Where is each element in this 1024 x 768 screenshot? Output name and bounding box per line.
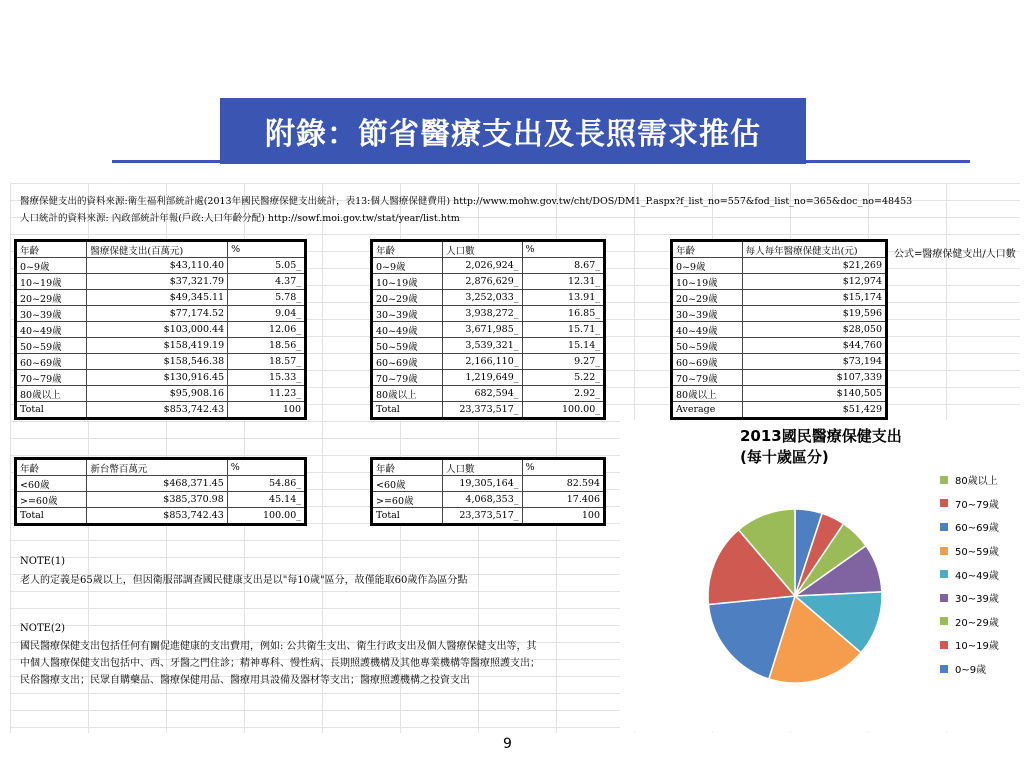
table-cell: 70~79歲: [372, 370, 443, 386]
table-cell: $73,194: [742, 354, 886, 370]
header-cell: 年齡: [372, 241, 443, 258]
table-cell: 19,305,164_: [443, 476, 523, 492]
legend-label: 80歲以上: [955, 476, 998, 488]
table-cell: $77,174.52: [87, 306, 228, 322]
table-cell: Total: [372, 508, 443, 525]
table-cell: 16.85_: [522, 306, 604, 322]
table-cell: 4.37_: [228, 274, 306, 290]
table-row: [672, 290, 887, 306]
table-cell: 3,539,321_: [443, 338, 522, 354]
table-cell: 60~69歲: [672, 354, 743, 370]
table-row: [672, 386, 887, 402]
table-row: [372, 322, 605, 338]
table-cell: $107,339: [742, 370, 886, 386]
table-cell: 20~29歲: [16, 290, 87, 306]
table-cell: 40~49歲: [16, 322, 87, 338]
pie-svg: [620, 420, 920, 732]
table-cell: $140,505: [742, 386, 886, 402]
legend-swatch: [940, 547, 948, 555]
table-cell: $853,742.43: [87, 402, 228, 419]
table-row: [672, 322, 887, 338]
table-cell: 20~29歲: [372, 290, 443, 306]
table-row: [16, 338, 306, 354]
table-row: [16, 290, 306, 306]
table-cell: 80歲以上: [372, 386, 443, 402]
source-line-health: 醫療保健支出的資料來源:衛生福利部統計處(2013年國民醫療保健支出統計，表13:個人醫療保健費用) http://www.mohw.gov.tw/cht/DOS/DM1_P.aspx?f_list_no=557&fod_list_no=365&doc_no=48453: [20, 196, 913, 207]
table-cell: 5.22_: [522, 370, 604, 386]
table-cell: 5.05_: [228, 258, 306, 274]
legend-swatch: [940, 641, 948, 649]
table-row: [672, 258, 887, 274]
table-cell: 80歲以上: [16, 386, 87, 402]
table-cell: 10~19歲: [16, 274, 87, 290]
table-cell: 4,068,353_: [443, 492, 523, 508]
table-cell: 30~39歲: [672, 306, 743, 322]
table-cell: $21,269: [742, 258, 886, 274]
table-row: [16, 354, 306, 370]
table-row: [672, 370, 887, 386]
table-cell: 9.04_: [228, 306, 306, 322]
table-cell: 3,938,272_: [443, 306, 522, 322]
table-row: [672, 402, 887, 419]
table-cell: Total: [16, 402, 87, 419]
table-row: [372, 274, 605, 290]
pie-chart: [620, 420, 1022, 732]
table-cell: 2,166,110_: [443, 354, 522, 370]
legend-label: 50~59歲: [955, 547, 999, 559]
legend-label: 10~19歲: [955, 641, 999, 653]
table-row: [372, 258, 605, 274]
table-row: [372, 290, 605, 306]
legend-item: [940, 610, 999, 634]
expenditure-60-split-table: [14, 457, 307, 526]
legend-label: 20~29歲: [955, 617, 999, 629]
table-cell: $103,000.44: [87, 322, 228, 338]
legend-item: [940, 586, 999, 610]
table-row: [372, 370, 605, 386]
header-cell: 每人每年醫療保健支出(元): [742, 241, 886, 258]
legend-swatch: [940, 665, 948, 673]
header-cell: %: [522, 459, 604, 476]
legend-label: 40~49歲: [955, 570, 999, 582]
header-row: [16, 459, 306, 476]
table-cell: $95,908.16: [87, 386, 228, 402]
chart-legend: [940, 468, 999, 680]
table-cell: 60~69歲: [16, 354, 87, 370]
table-row: [372, 476, 605, 492]
table-row: [372, 386, 605, 402]
table-cell: 40~49歲: [672, 322, 743, 338]
header-cell: %: [522, 241, 604, 258]
table-cell: 50~59歲: [16, 338, 87, 354]
source-line-population: 人口統計的資料來源: 內政部統計年報(戶政:人口年齡分配) http://sowf.moi.gov.tw/stat/year/list.htm: [20, 213, 460, 224]
table-cell: Total: [372, 402, 443, 419]
note2-heading: NOTE(2): [20, 623, 66, 634]
table-cell: 2,026,924_: [443, 258, 522, 274]
table-cell: 10~19歲: [672, 274, 743, 290]
table-cell: $15,174: [742, 290, 886, 306]
table-cell: 10~19歲: [372, 274, 443, 290]
table-cell: 70~79歲: [672, 370, 743, 386]
table-row: [16, 306, 306, 322]
table-row: [372, 338, 605, 354]
table-cell: 3,252,033_: [443, 290, 522, 306]
table-row: [16, 274, 306, 290]
table-cell: 18.56_: [228, 338, 306, 354]
table-cell: Total: [16, 508, 87, 525]
table-cell: $158,546.38: [87, 354, 228, 370]
table-cell: 2,876,629_: [443, 274, 522, 290]
table-cell: 1,219,649_: [443, 370, 522, 386]
legend-item: [940, 633, 999, 657]
table-cell: >=60歲: [16, 492, 87, 508]
table-cell: 54.86_: [227, 476, 305, 492]
legend-item: [940, 539, 999, 563]
table-cell: 682,594_: [443, 386, 522, 402]
table-row: [16, 258, 306, 274]
table-cell: 5.78_: [228, 290, 306, 306]
header-row: [672, 241, 887, 258]
table-cell: 13.91_: [522, 290, 604, 306]
population-table: [370, 239, 606, 420]
legend-label: 70~79歲: [955, 499, 999, 511]
legend-item: [940, 562, 999, 586]
table-cell: 15.14_: [522, 338, 604, 354]
table-cell: 11.23_: [228, 386, 306, 402]
legend-item: [940, 657, 999, 681]
table-row: [672, 274, 887, 290]
table-cell: 82.594: [522, 476, 604, 492]
table-cell: 23,373,517_: [443, 402, 522, 419]
table-cell: 45.14_: [227, 492, 305, 508]
header-row: [372, 459, 605, 476]
legend-label: 30~39歲: [955, 594, 999, 606]
table-cell: $130,916.45: [87, 370, 228, 386]
per-capita-table: [670, 239, 888, 420]
header-cell: 年齡: [16, 241, 87, 258]
legend-swatch: [940, 617, 948, 625]
table-cell: $12,974: [742, 274, 886, 290]
table-row: [372, 402, 605, 419]
table-cell: 15.71_: [522, 322, 604, 338]
header-cell: 年齡: [672, 241, 743, 258]
legend-swatch: [940, 523, 948, 531]
note2-text: 國民醫療保健支出包括任何有關促進健康的支出費用，例如: 公共衛生支出、衛生行政支出及個人醫療保健支出等，其中個人醫療保健支出包括中、西、牙醫之門住診；精神專科、慢性病、長期照護機構及其他專業機構等醫療照護支出；民俗醫療支出；民眾自購藥品、醫療保健用品、醫療用具設備及器材等支出；醫療照護機構之投資支出: [20, 641, 540, 686]
header-row: [372, 241, 605, 258]
table-row: [372, 508, 605, 525]
header-cell: 年齡: [16, 459, 87, 476]
table-cell: 20~29歲: [672, 290, 743, 306]
table-row: [372, 306, 605, 322]
table-row: [672, 354, 887, 370]
table-row: [16, 492, 306, 508]
table-row: [16, 322, 306, 338]
formula-label: 公式=醫療保健支出/人口數: [894, 249, 1016, 260]
table-cell: >=60歲: [372, 492, 443, 508]
table-cell: $37,321.79: [87, 274, 228, 290]
legend-item: [940, 515, 999, 539]
table-cell: 15.33_: [228, 370, 306, 386]
table-row: [16, 508, 306, 525]
table-cell: $51,429: [742, 402, 886, 419]
table-cell: 9.27_: [522, 354, 604, 370]
header-cell: 新台幣百萬元: [87, 459, 227, 476]
table-cell: 23,373,517_: [443, 508, 523, 525]
legend-swatch: [940, 594, 948, 602]
table-row: [16, 370, 306, 386]
table-row: [672, 306, 887, 322]
table-row: [672, 338, 887, 354]
table-cell: $19,596: [742, 306, 886, 322]
table-cell: 30~39歲: [372, 306, 443, 322]
table-cell: <60歲: [16, 476, 87, 492]
table-cell: $385,370.98: [87, 492, 227, 508]
table-cell: 100.00_: [522, 402, 604, 419]
legend-swatch: [940, 499, 948, 507]
table-cell: 30~39歲: [16, 306, 87, 322]
note1-heading: NOTE(1): [20, 556, 66, 567]
table-cell: 0~9歲: [672, 258, 743, 274]
health-expenditure-table: [14, 239, 307, 420]
legend-label: 60~69歲: [955, 523, 999, 535]
table-row: [16, 402, 306, 419]
table-cell: 2.92_: [522, 386, 604, 402]
note1-text: 老人的定義是65歲以上，但因衛服部調查國民健康支出是以"每10歲"區分，故僅能取60歲作為區分點: [20, 575, 468, 586]
table-cell: Average: [672, 402, 743, 419]
table-cell: 50~59歲: [672, 338, 743, 354]
legend-swatch: [940, 570, 948, 578]
table-cell: 50~59歲: [372, 338, 443, 354]
header-cell: %: [227, 459, 305, 476]
chart-title: 2013國民醫療保健支出: [740, 427, 902, 445]
table-cell: 70~79歲: [16, 370, 87, 386]
table-cell: 0~9歲: [372, 258, 443, 274]
table-cell: 12.31_: [522, 274, 604, 290]
slide-title: 附錄：節省醫療支出及長照需求推估: [220, 98, 806, 164]
table-cell: 17.406: [522, 492, 604, 508]
legend-label: 0~9歲: [955, 665, 987, 677]
table-row: [372, 492, 605, 508]
header-cell: %: [228, 241, 306, 258]
header-cell: 人口數: [443, 241, 522, 258]
table-cell: 0~9歲: [16, 258, 87, 274]
table-cell: $853,742.43: [87, 508, 227, 525]
table-cell: $49,345.11: [87, 290, 228, 306]
table-row: [372, 354, 605, 370]
table-cell: $43,110.40: [87, 258, 228, 274]
header-cell: 人口數: [443, 459, 523, 476]
table-cell: $44,760: [742, 338, 886, 354]
header-cell: 醫療保健支出(百萬元): [87, 241, 228, 258]
table-cell: 40~49歲: [372, 322, 443, 338]
table-cell: 60~69歲: [372, 354, 443, 370]
table-cell: 18.57_: [228, 354, 306, 370]
header-cell: 年齡: [372, 459, 443, 476]
table-cell: <60歲: [372, 476, 443, 492]
legend-item: [940, 468, 999, 492]
table-cell: 12.06_: [228, 322, 306, 338]
page-number: 9: [503, 736, 512, 752]
table-cell: 80歲以上: [672, 386, 743, 402]
chart-subtitle: (每十歲區分): [740, 448, 829, 466]
table-cell: 8.67_: [522, 258, 604, 274]
table-cell: 100: [522, 508, 604, 525]
table-row: [16, 386, 306, 402]
table-cell: $28,050: [742, 322, 886, 338]
population-60-split-table: [370, 457, 606, 526]
table-cell: $158,419.19: [87, 338, 228, 354]
table-cell: 3,671,985_: [443, 322, 522, 338]
header-row: [16, 241, 306, 258]
legend-swatch: [940, 476, 948, 484]
table-row: [16, 476, 306, 492]
table-cell: $468,371.45: [87, 476, 227, 492]
table-cell: 100: [228, 402, 306, 419]
legend-item: [940, 492, 999, 516]
table-cell: 100.00_: [227, 508, 305, 525]
